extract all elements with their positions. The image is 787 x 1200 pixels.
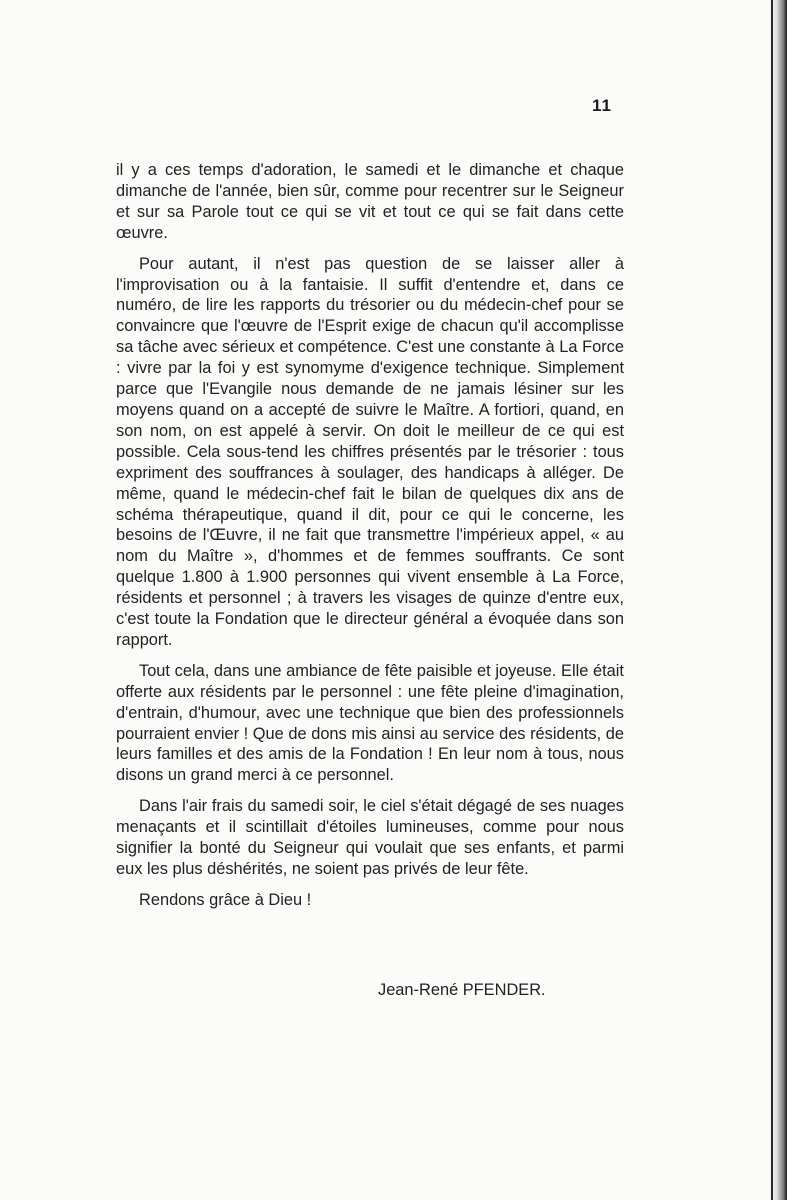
- paragraph-4: Dans l'air frais du samedi soir, le ciel s'était dégagé de ses nuages menaçants et il scintillait d'étoiles lumineuses, comme pour nous signifier la bonté du Seigneur qui voulait que ses enfants, et parmi eux les plus déshérités, ne soient pas privés de leur fête.: [116, 797, 624, 878]
- paragraph-5: Rendons grâce à Dieu !: [139, 890, 312, 909]
- paragraph-3: Tout cela, dans une ambiance de fête paisible et joyeuse. Elle était offerte aux résidents par le personnel : une fête pleine d'imagination, d'entrain, d'humour, avec une technique que bien des professionnels pourraient envier ! Que de dons mis ainsi au service des résidents, de leurs familles et des amis de la Fondation ! En leur nom à tous, nous disons un grand merci à ce personnel.: [116, 661, 624, 785]
- paragraph-1: il y a ces temps d'adoration, le samedi et le dimanche et chaque dimanche de l'année, bien sûr, comme pour recentrer sur le Seigneur et sur sa Parole tout ce qui se vit et tout ce qui se fait dans cette œuvre.: [116, 161, 624, 242]
- body-text: [116, 160, 624, 911]
- paragraph-2: Pour autant, il n'est pas question de se laisser aller à l'improvisation ou à la fantaisie. Il suffit d'entendre et, dans ce numéro, de lire les rapports du trésorier ou du médecin-chef pour se convaincre que l'œuvre de l'Esprit exige de chacun qu'il accomplisse sa tâche avec sérieux et compétence. C'est une constante à La Force : vivre par la foi y est synomyme d'exigence technique. Simplement parce que l'Evangile nous demande de ne jamais lésiner sur les moyens quand on a accepté de suivre le Maître. A fortiori, quand, en son nom, on est appelé à servir. On doit le meilleur de ce qui est possible. Cela sous-tend les chiffres présentés par le trésorier : tous expriment des souffrances à soulager, des handicaps à alléger. De même, quand le médecin-chef fait le bilan de quelques dix ans de schéma thérapeutique, quand il dit, pour ce qui le concerne, les besoins de l'Œuvre, il ne fait que transmettre l'impérieux appel, « au nom du Maître », d'hommes et de femmes souffrants. Ce sont quelque 1.800 à 1.900 personnes qui vivent ensemble à La Force, résidents et personnel ; à travers les visages de quinze d'entre eux, c'est toute la Fondation que le directeur général a évoquée dans son rapport.: [116, 254, 624, 649]
- author-signature: Jean-René PFENDER.: [378, 981, 546, 999]
- page-edge-shadow: [769, 0, 787, 1200]
- page-number: 11: [592, 96, 612, 115]
